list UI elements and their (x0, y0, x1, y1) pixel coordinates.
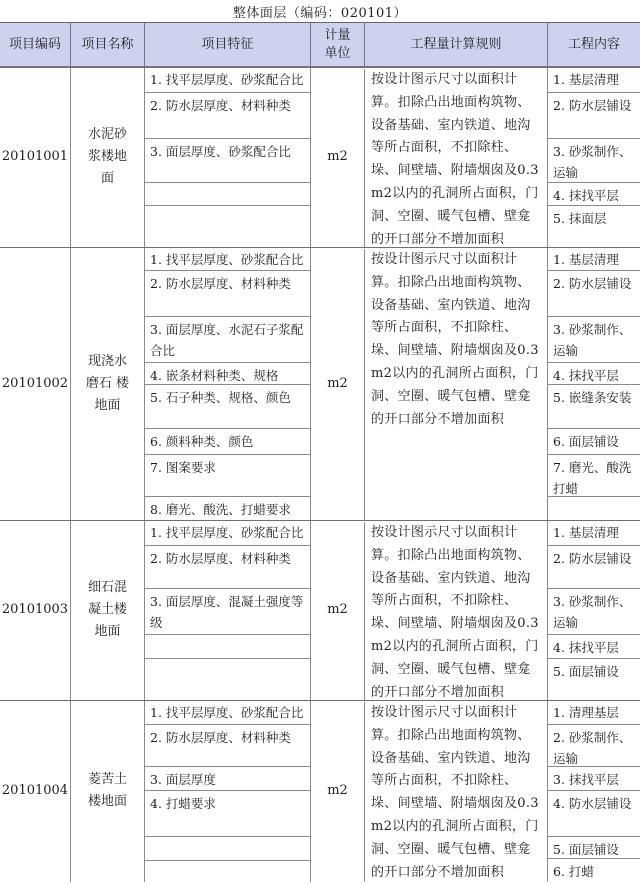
row-divider (0, 520, 640, 521)
calc-rule: 按设计图示尺寸以面积计算。扣除凸出地面构筑物、设备基础、室内铁道、地沟等所占面积，不扣除柱、垛、间壁墙、附墙烟囱及0.3 m2以内的孔洞所占面积，门洞、空圈、暖气包槽、壁龛的开口部分不增加面积 (364, 69, 547, 247)
content-item: 3. 抹找平层 (547, 766, 640, 790)
row-divider (0, 700, 640, 701)
header-rule: 工程量计算规则 (364, 23, 547, 67)
content-item: 5. 面层铺设 (547, 658, 640, 700)
item-name: 现浇水磨石 楼地面 (70, 247, 144, 520)
item-name: 水泥砂浆楼地面 (70, 67, 144, 247)
feature-item: 2. 防水层厚度、材料种类 (144, 545, 310, 588)
feature-item (144, 182, 310, 205)
feature-item: 2. 防水层厚度、材料种类 (144, 724, 310, 766)
item-name: 菱苦土楼地面 (70, 700, 144, 882)
content-item: 2. 防水层铺设 (547, 545, 640, 588)
header-name: 项目名称 (70, 23, 144, 67)
item-code: 20101004 (1, 783, 69, 798)
feature-item: 7. 图案要求 (144, 454, 310, 496)
feature-item: 3. 面层厚度、水泥石子浆配合比 (144, 316, 310, 362)
feature-item: 1. 找平层厚度、砂浆配合比 (144, 700, 310, 724)
header-code: 项目编码 (0, 23, 70, 67)
content-item: 4. 抹找平层 (547, 182, 640, 205)
content-item: 5. 抹面层 (547, 205, 640, 247)
content-item: 3. 砂浆制作、运输 (547, 588, 640, 634)
item-unit: m2 (310, 67, 364, 247)
feature-item: 1. 找平层厚度、砂浆配合比 (144, 247, 310, 270)
content-item (547, 496, 640, 520)
item-code: 20101002 (1, 375, 69, 391)
content-item: 5. 面层铺设 (547, 836, 640, 858)
item-code: 20101003 (1, 602, 69, 617)
feature-item: 1. 找平层厚度、砂浆配合比 (144, 67, 310, 92)
calc-rule: 按设计图示尺寸以面积计算。扣除凸出地面构筑物、设备基础、室内铁道、地沟等所占面积，不扣除柱、垛、间壁墙、附墙烟囱及0.3 m2以内的孔洞所占面积，门洞、空圈、暖气包槽、壁龛的开口部分不增加面积 (364, 702, 547, 882)
content-item: 1. 清理基层 (547, 700, 640, 724)
feature-item: 5. 石子种类、规格、颜色 (144, 384, 310, 428)
item-unit: m2 (310, 700, 364, 882)
header-feature: 项目特征 (144, 23, 310, 67)
row-divider (0, 67, 640, 68)
header-unit: 计量单位 (310, 23, 364, 67)
content-item: 4. 抹找平层 (547, 634, 640, 658)
feature-item (144, 205, 310, 247)
content-item: 7. 磨光、酸洗打蜡 (547, 454, 640, 496)
feature-item: 6. 颜料种类、颜色 (144, 428, 310, 454)
content-item: 1. 基层清理 (547, 67, 640, 92)
content-item: 3. 砂浆制作、运输 (547, 138, 640, 182)
item-unit: m2 (310, 520, 364, 700)
feature-item: 2. 防水层厚度、材料种类 (144, 92, 310, 138)
row-divider (0, 247, 640, 248)
feature-item (144, 658, 310, 700)
content-item: 2. 防水层铺设 (547, 270, 640, 316)
content-item: 3. 砂浆制作、运输 (547, 316, 640, 362)
feature-item (144, 836, 310, 860)
content-item: 5. 嵌缝条安装 (547, 384, 640, 428)
content-item: 2. 防水层铺设 (547, 92, 640, 138)
content-item: 4. 抹找平层 (547, 362, 640, 384)
feature-item (144, 634, 310, 658)
feature-item (144, 860, 310, 882)
feature-item: 8. 磨光、酸洗、打蜡要求 (144, 496, 310, 520)
item-code: 20101001 (1, 149, 69, 164)
feature-item: 3. 面层厚度、混凝土强度等级 (144, 588, 310, 634)
feature-item: 3. 面层厚度 (144, 766, 310, 790)
feature-item: 2. 防水层厚度、材料种类 (144, 270, 310, 316)
content-item: 1. 基层清理 (547, 520, 640, 545)
content-item: 6. 面层铺设 (547, 428, 640, 454)
content-item: 4. 防水层铺设 (547, 790, 640, 836)
item-unit: m2 (310, 247, 364, 520)
feature-item: 4. 嵌条材料种类、规格 (144, 362, 310, 384)
feature-item: 4. 打蜡要求 (144, 790, 310, 836)
table-title: 整体面层（编码：020101） (0, 0, 640, 23)
header-content: 工程内容 (547, 23, 640, 67)
feature-item: 1. 找平层厚度、砂浆配合比 (144, 520, 310, 545)
calc-rule: 按设计图示尺寸以面积计算。扣除凸出地面构筑物、设备基础、室内铁道、地沟等所占面积，不扣除柱、垛、间壁墙、附墙烟囱及0.3 m2以内的孔洞所占面积，门洞、空圈、暖气包槽、壁龛的开口部分不增加面积 (364, 522, 547, 700)
content-item: 1. 基层清理 (547, 247, 640, 270)
content-item: 6. 打蜡 (547, 858, 640, 882)
item-name: 细石混凝土楼地面 (70, 520, 144, 700)
feature-item: 3. 面层厚度、砂浆配合比 (144, 138, 310, 182)
calc-rule: 按设计图示尺寸以面积计算。扣除凸出地面构筑物、设备基础、室内铁道、地沟等所占面积，不扣除柱、垛、间壁墙、附墙烟囱及0.3 m2以内的孔洞所占面积，门洞、空圈、暖气包槽、壁龛的开口部分不增加面积 (364, 249, 547, 520)
content-item: 2. 砂浆制作、运输 (547, 724, 640, 766)
